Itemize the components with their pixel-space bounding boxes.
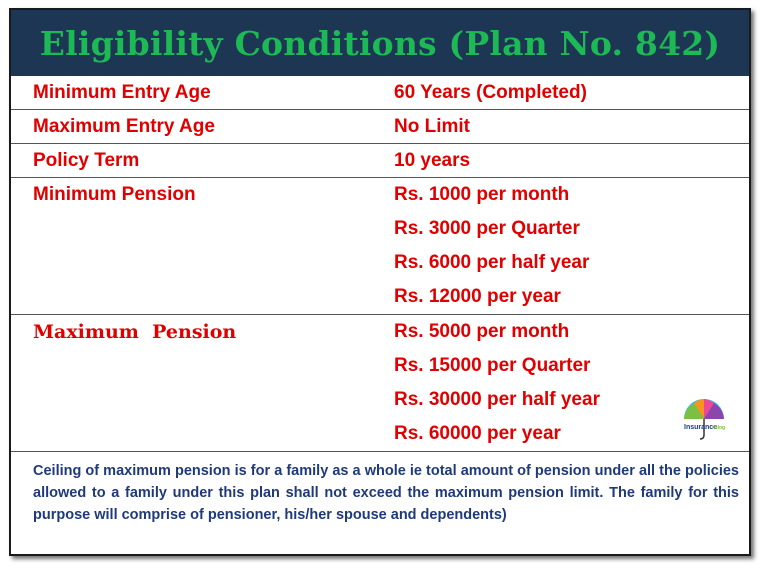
table-row bbox=[11, 315, 749, 452]
row-value: Rs. 5000 per month bbox=[394, 321, 570, 342]
eligibility-card bbox=[9, 8, 751, 556]
table-row bbox=[11, 76, 749, 110]
table-row bbox=[11, 144, 749, 178]
logo-sub: Blog bbox=[714, 425, 726, 431]
logo-brand: Insurance bbox=[684, 424, 718, 431]
row-value: No Limit bbox=[394, 116, 470, 137]
row-value: Rs. 1000 per month bbox=[394, 184, 570, 205]
umbrella-icon bbox=[680, 397, 728, 443]
row-value: 10 years bbox=[394, 150, 471, 171]
row-value: Rs. 60000 per year bbox=[394, 423, 561, 444]
row-label: Maximum Pension bbox=[33, 321, 237, 343]
row-label: Maximum Entry Age bbox=[33, 116, 215, 137]
row-value: Rs. 3000 per Quarter bbox=[394, 218, 580, 239]
row-value: Rs. 12000 per year bbox=[394, 286, 561, 307]
title-banner bbox=[11, 10, 749, 76]
footnote: Ceiling of maximum pension is for a family as a whole ie total amount of pension under all the policies allowed to a family under this plan shall not exceed the maximum pension limit. The family for this purpose will comprise of pensioner, his/her spouse and dependents) bbox=[33, 463, 739, 523]
row-value: 60 Years (Completed) bbox=[394, 82, 587, 103]
row-label: Minimum Pension bbox=[33, 184, 196, 205]
table-row bbox=[11, 110, 749, 144]
row-value: Rs. 6000 per half year bbox=[394, 252, 590, 273]
page-title: Eligibility Conditions (Plan No. 842) bbox=[39, 23, 721, 63]
row-value: Rs. 15000 per Quarter bbox=[394, 355, 591, 376]
row-label: Policy Term bbox=[33, 150, 140, 171]
row-label: Minimum Entry Age bbox=[33, 82, 211, 103]
row-value: Rs. 30000 per half year bbox=[394, 389, 600, 410]
table-row bbox=[11, 178, 749, 315]
